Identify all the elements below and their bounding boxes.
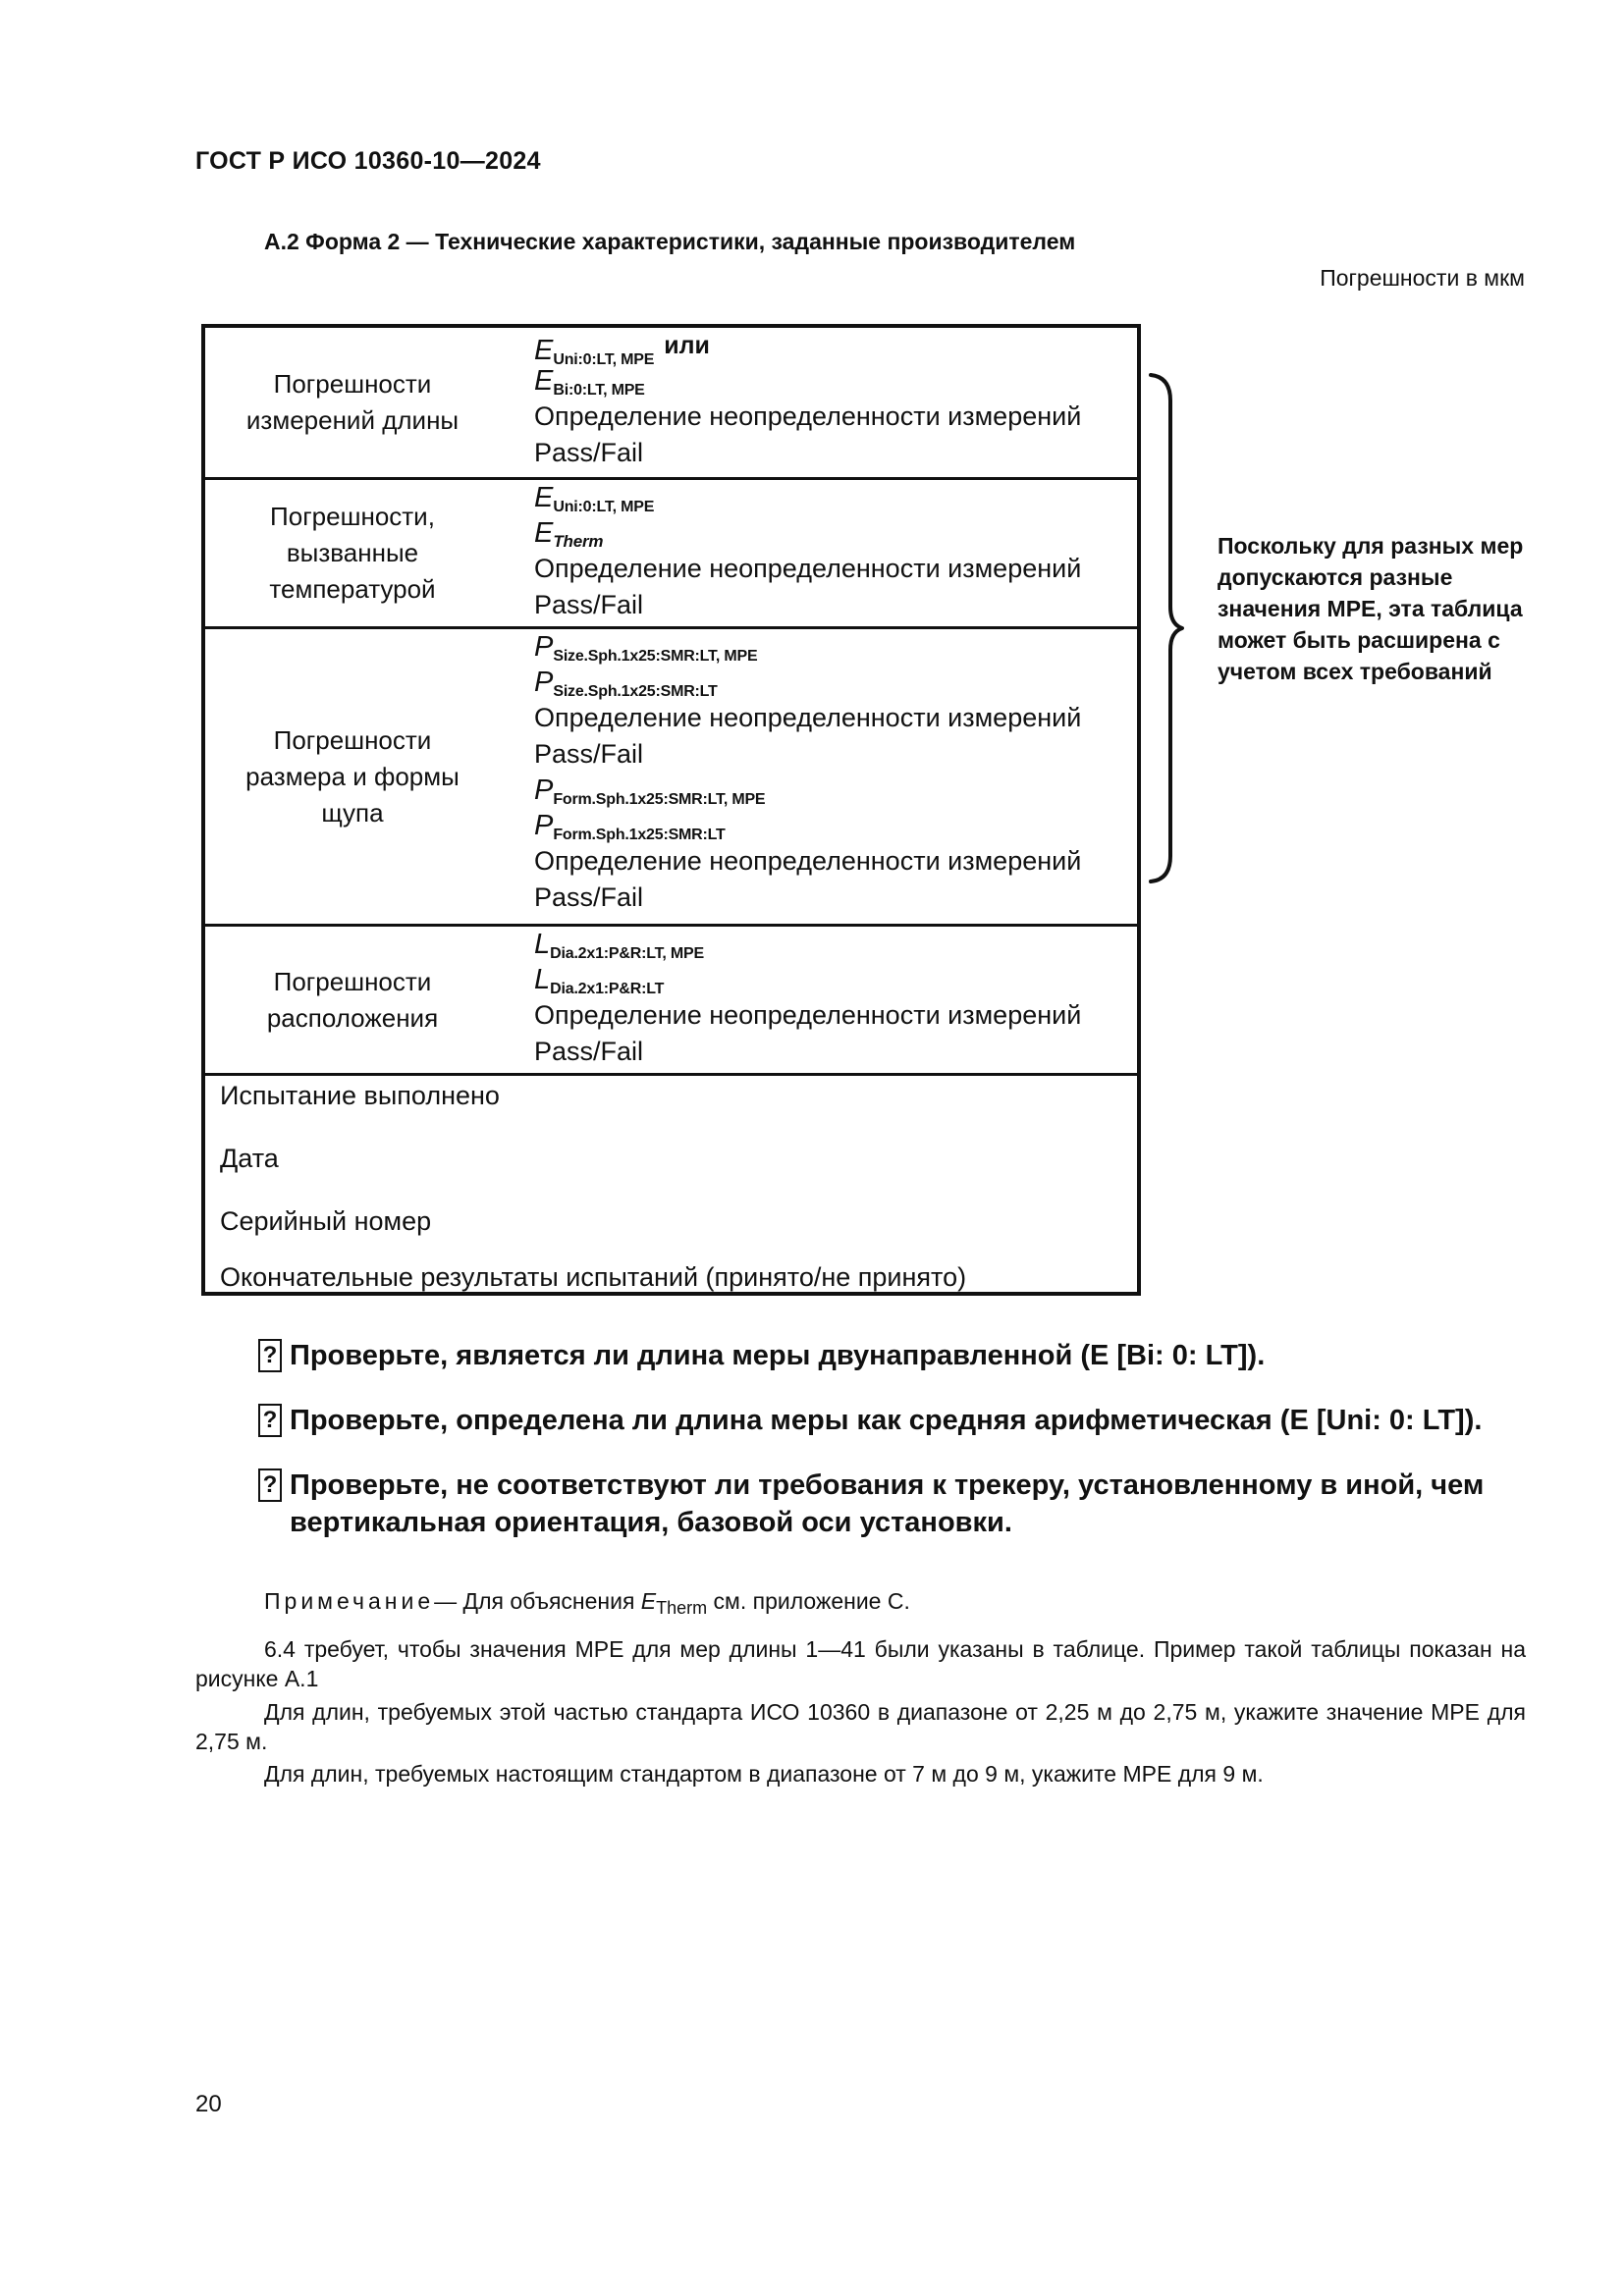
serial-number-label: Серийный номер [220,1206,432,1236]
symbol-line: $L_{Dia.2x1:P\&R:LT}$ [534,964,665,997]
symbol-line: $E_{Bi:0:LT, MPE}$ [534,365,645,399]
uncertainty-label: Определение неопределенности измерений [534,846,1082,876]
category-label: расположения [266,1002,439,1033]
document-header: ГОСТ Р ИСО 10360-10—2024 [195,147,541,175]
check-item [258,1467,1535,1541]
check-text: Проверьте, не соответствуют ли требования к трекеру, установленному в иной, чем вертикальная ориентация, базовой оси установки. [290,1469,1485,1538]
uncertainty-label: Определение неопределенности измерений [534,703,1082,732]
check-item [258,1402,1482,1439]
note-label: Примечание [264,1588,435,1614]
question-box-icon[interactable]: ? [258,1468,282,1502]
category-label: вызванные [286,538,419,567]
date-label: Дата [220,1144,279,1173]
question-box-icon[interactable]: ? [258,1339,282,1372]
body-paragraph: Для длин, требуемых этой частью стандарта ИСО 10360 в диапазоне от 2,25 м до 2,75 м, укажите значение МРЕ для 2,75 м. [195,1699,1526,1754]
category-label: Погрешности [273,369,432,399]
page-number: 20 [195,2091,222,2117]
table-row-temperature-errors [205,480,1137,629]
symbol-line: $P_{Form.Sph.1x25:SMR:LT}$ [534,810,726,843]
symbols-cell [534,629,1127,916]
table-row-probe-errors [205,629,1137,927]
symbol-line: $L_{Dia.2x1:P\&R:LT, MPE}$ [534,929,704,962]
category-label: Погрешности [273,724,432,755]
check-text: Проверьте, является ли длина меры двунаправленной (E [Bi: 0: LT]). [290,1340,1266,1371]
category-cell [205,927,500,1073]
category-cell [205,480,500,626]
category-label: Погрешности, [270,502,435,531]
category-label: температурой [269,574,436,604]
uncertainty-label: Определение неопределенности измерений [534,401,1082,431]
table-row-test-info [205,1076,1137,1296]
table-row-location-errors [205,927,1137,1076]
symbol-line: $P_{Size.Sph.1x25:SMR:LT, MPE}$ [534,631,758,665]
specification-table [201,324,1141,1296]
uncertainty-label: Определение неопределенности измерений [534,1000,1082,1030]
category-cell [205,629,500,924]
symbol-line: $P_{Size.Sph.1x25:SMR:LT}$ [534,667,718,700]
body-paragraph: Для длин, требуемых настоящим стандартом в диапазоне от 7 м до 9 м, укажите МРЕ для 9 м. [264,1761,1264,1787]
category-label: Погрешности [273,966,432,996]
check-text: Проверьте, определена ли длина меры как средняя арифметическая (E [Uni: 0: LT]). [290,1405,1483,1436]
symbol-line: $E_{Uni:0:LT, MPE}$ [534,482,655,515]
final-results-label: Окончательные результаты испытаний (принято/не принято) [220,1262,967,1292]
pass-fail-label: Pass/Fail [534,438,644,467]
pass-fail-label: Pass/Fail [534,739,644,769]
curly-brace [1147,371,1186,886]
symbols-cell [534,328,1127,471]
note: Примечание— Для объяснения $E_{Therm}$ см. приложение С. [264,1588,910,1618]
tested-by-label: Испытание выполнено [220,1081,500,1110]
symbol-line: $E_{Uni:0:LT, MPE}или$ [534,332,710,368]
table-row-length-errors [205,328,1137,480]
pass-fail-label: Pass/Fail [534,1037,644,1066]
side-note: Поскольку для разных мер допускаются разные значения МРЕ, эта таблица может быть расширена с учетом всех требований [1218,533,1524,684]
units-note: Погрешности в мкм [1320,265,1525,291]
category-label: щупа [321,797,384,828]
category-cell [205,328,500,477]
section-title: А.2 Форма 2 — Технические характеристики, заданные производителем [264,229,1076,254]
body-paragraph: 6.4 требует, чтобы значения МРЕ для мер длины 1—41 были указаны в таблице. Пример такой таблицы показан на рисунке А.1 [195,1636,1526,1691]
symbol-line: $E_{Therm}$ [534,517,604,551]
pass-fail-label: Pass/Fail [534,882,644,912]
symbol-line: $P_{Form.Sph.1x25:SMR:LT, MPE}$ [534,774,766,808]
check-item [258,1337,1265,1374]
pass-fail-label: Pass/Fail [534,590,644,619]
category-label: измерений длины [245,405,460,435]
symbols-cell [534,927,1127,1070]
symbols-cell [534,480,1127,623]
category-label: размера и формы [245,761,460,791]
question-box-icon[interactable]: ? [258,1404,282,1437]
uncertainty-label: Определение неопределенности измерений [534,554,1082,583]
